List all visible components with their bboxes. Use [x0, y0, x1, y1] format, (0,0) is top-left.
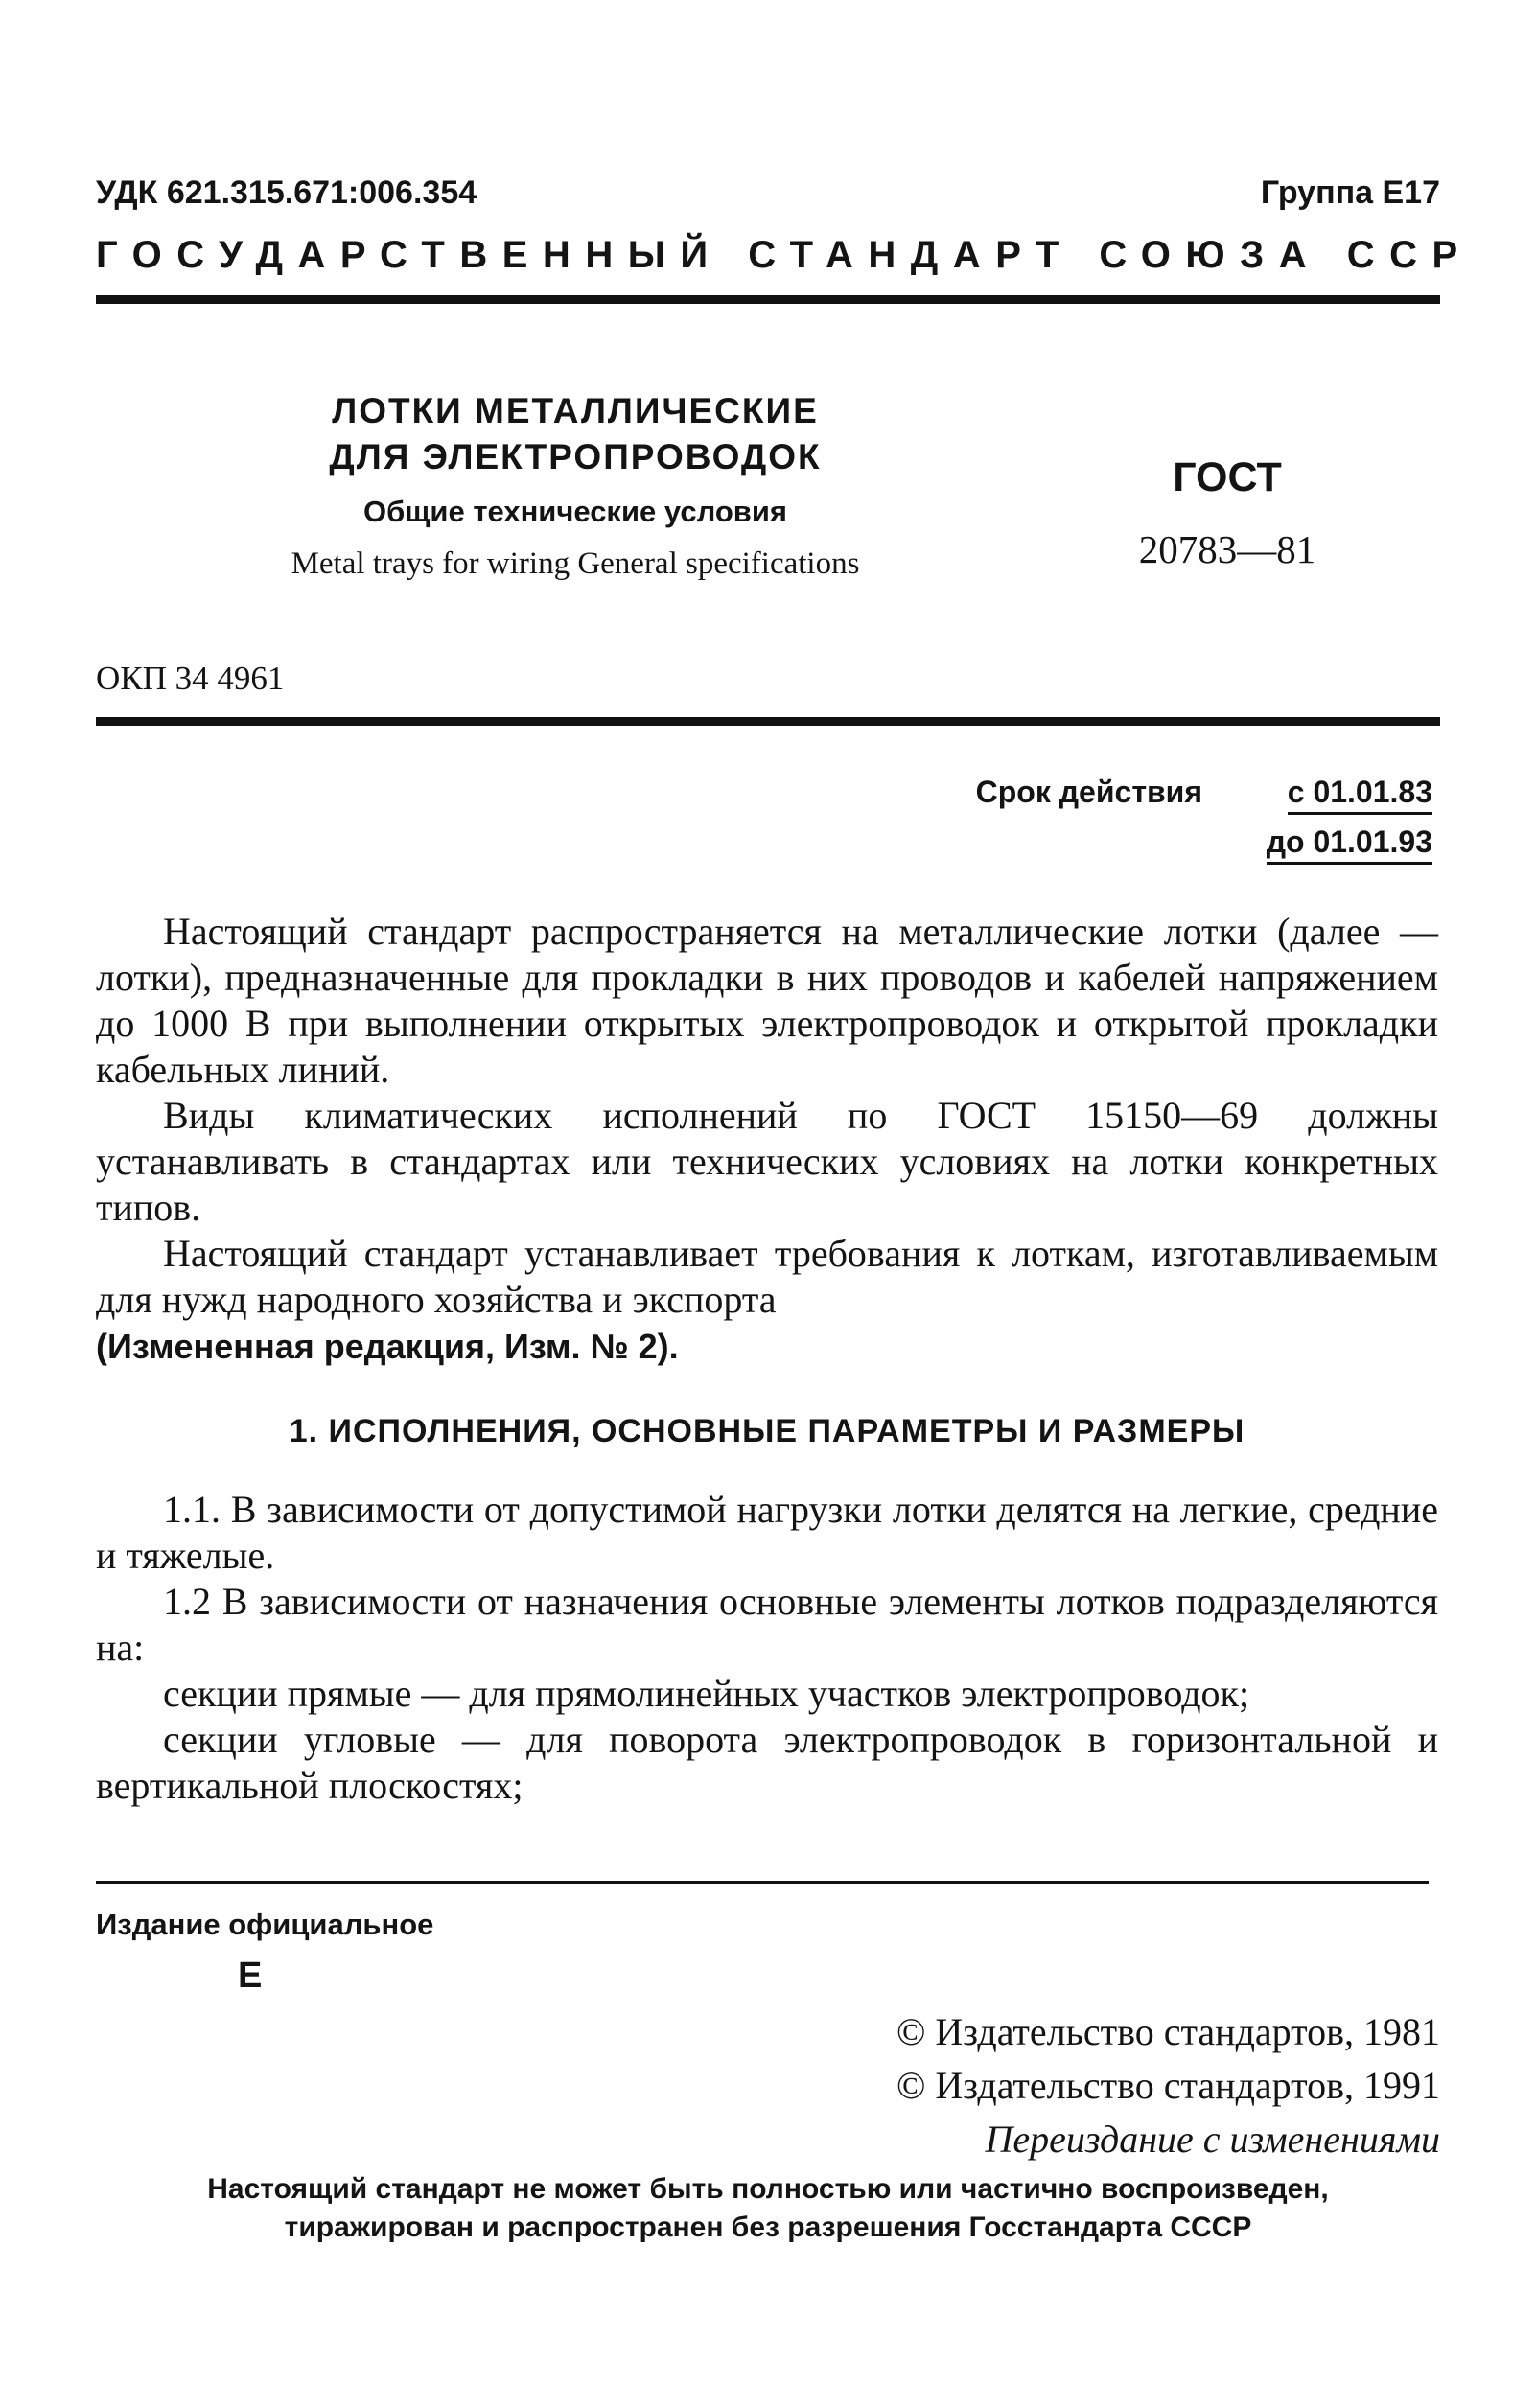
title-english: Metal trays for wiring General specifications [291, 546, 860, 581]
udk-code: УДК 621.315.671:006.354 [96, 174, 477, 211]
amendment-note: (Измененная редакция, Изм. № 2). [96, 1327, 679, 1366]
title-block [192, 388, 959, 584]
section-heading: 1. ИСПОЛНЕНИЯ, ОСНОВНЫЕ ПАРАМЕТРЫ И РАЗМЕРЫ [289, 1413, 1245, 1449]
edition-mark: Е [238, 1956, 263, 1996]
valid-from: с 01.01.83 [1288, 775, 1432, 815]
intro-paragraph: Настоящий стандарт распространяется на металлические лотки (далее — лотки), предназначенные для прокладки в них проводов и кабелей напряжением до 1000 В при выполнении открытых электропроводок и открытой прокладки кабельных линий. [96, 910, 1438, 1091]
copyright-block [896, 2005, 1440, 2166]
okp-code: ОКП 34 4961 [96, 660, 285, 697]
validity-label: Срок действия [975, 775, 1202, 809]
notice-line-1: Настоящий стандарт не может быть полностью или частично воспроизведен, [207, 2173, 1329, 2205]
header-rule [96, 295, 1440, 304]
copyright-1981: © Издательство стандартов, 1981 [896, 2010, 1440, 2053]
title-subtitle: Общие технические условия [363, 495, 787, 528]
document-body [96, 909, 1438, 1809]
reproduction-notice [96, 2170, 1440, 2247]
gost-block [1083, 451, 1371, 573]
okp-rule [96, 717, 1440, 726]
title-line-1: ЛОТКИ МЕТАЛЛИЧЕСКИЕ [332, 391, 819, 430]
group-code: Группа Е17 [1260, 174, 1440, 211]
valid-to: до 01.01.93 [1267, 824, 1432, 865]
scope-text: Настоящий стандарт устанавливает требования к лоткам, изготавливаемым для нужд народного хозяйства и экспорта [96, 1232, 1438, 1321]
reissue-note: Переиздание с изменениями [985, 2118, 1440, 2161]
footer-rule [96, 1881, 1429, 1884]
scope-paragraph [96, 1231, 1438, 1370]
state-standard-heading: ГОСУДАРСТВЕННЫЙ СТАНДАРТ СОЮЗА ССР [96, 234, 1473, 276]
copyright-1991: © Издательство стандартов, 1991 [896, 2064, 1440, 2107]
gost-label: ГОСТ [1173, 454, 1282, 500]
title-line-2: ДЛЯ ЭЛЕКТРОПРОВОДОК [329, 437, 822, 476]
list-item-angle: секции угловые — для поворота электропроводок в горизонтальной и вертикальной плоскостях; [96, 1718, 1438, 1807]
edition-label: Издание официальное [96, 1908, 434, 1941]
climate-paragraph: Виды климатических исполнений по ГОСТ 15150—69 должны устанавливать в стандартах или технических условиях на лотки конкретных типов. [96, 1094, 1438, 1229]
gost-number: 20783—81 [1138, 527, 1316, 571]
clause-1-1: 1.1. В зависимости от допустимой нагрузки лотки делятся на легкие, средние и тяжелые. [96, 1488, 1438, 1577]
clause-1-2: 1.2 В зависимости от назначения основные элементы лотков подразделяются на: [96, 1580, 1438, 1669]
notice-line-2: тиражирован и распространен без разрешения Госстандарта СССР [284, 2211, 1252, 2243]
list-item-straight: секции прямые — для прямолинейных участков электропроводок; [163, 1672, 1250, 1715]
